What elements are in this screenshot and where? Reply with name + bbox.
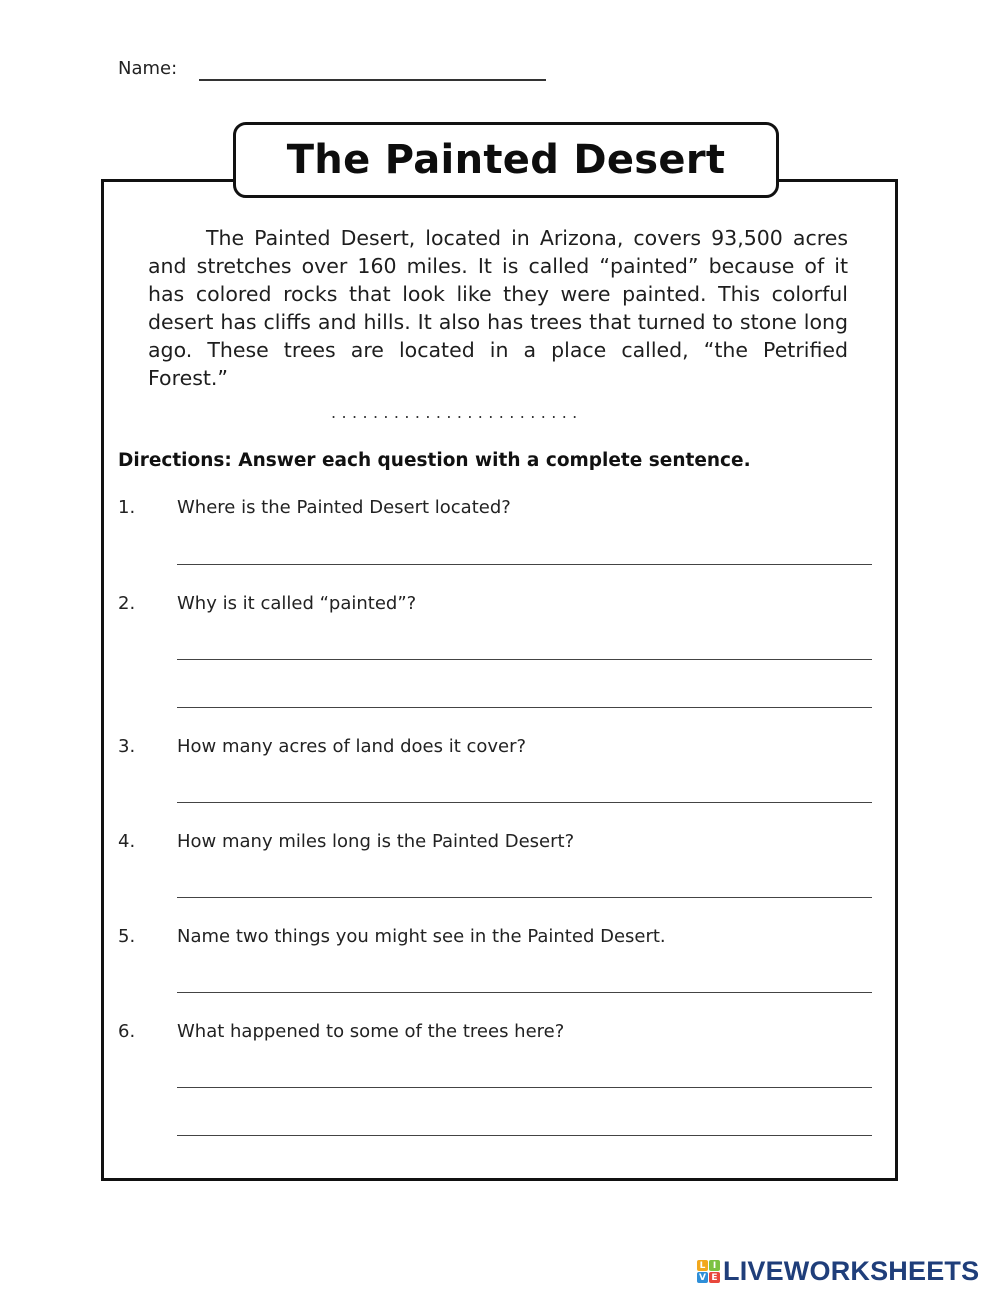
question-text: Name two things you might see in the Painted Desert. bbox=[177, 926, 666, 947]
name-input-line[interactable] bbox=[199, 79, 546, 81]
answer-line-1[interactable] bbox=[177, 564, 872, 565]
brand-name: LIVEWORKSHEETS bbox=[723, 1256, 980, 1286]
directions-text: Directions: Answer each question with a complete sentence. bbox=[118, 450, 751, 471]
name-label: Name: bbox=[118, 58, 178, 79]
question-number: 1. bbox=[118, 497, 136, 518]
question-number: 6. bbox=[118, 1021, 136, 1042]
question-text: Why is it called “painted”? bbox=[177, 593, 417, 614]
passage-text: The Painted Desert, located in Arizona, covers 93,500 acres and stretches over 160 miles. It is called “painted” because of it has colored rocks that look like they were painted. This colorful desert has cliffs and hills. It also has trees that turned to stone long ago. These trees are located in a place called, “the Petrified Forest.” bbox=[148, 226, 848, 390]
question-number: 3. bbox=[118, 736, 136, 757]
answer-line-6a[interactable] bbox=[177, 1087, 872, 1088]
question-number: 5. bbox=[118, 926, 136, 947]
answer-line-4[interactable] bbox=[177, 897, 872, 898]
page-title: The Painted Desert bbox=[286, 137, 726, 183]
question-text: How many acres of land does it cover? bbox=[177, 736, 527, 757]
answer-line-2a[interactable] bbox=[177, 659, 872, 660]
answer-line-3[interactable] bbox=[177, 802, 872, 803]
answer-line-2b[interactable] bbox=[177, 707, 872, 708]
title-banner bbox=[233, 122, 779, 198]
reading-passage bbox=[148, 224, 848, 392]
dotted-separator: ........................ bbox=[331, 403, 583, 422]
question-text: Where is the Painted Desert located? bbox=[177, 497, 511, 518]
question-number: 4. bbox=[118, 831, 136, 852]
question-text: What happened to some of the trees here? bbox=[177, 1021, 565, 1042]
liveworksheets-logo[interactable] bbox=[697, 1256, 979, 1287]
live-cubes-icon: L I V E bbox=[697, 1260, 720, 1283]
question-text: How many miles long is the Painted Desert? bbox=[177, 831, 575, 852]
question-number: 2. bbox=[118, 593, 136, 614]
answer-line-6b[interactable] bbox=[177, 1135, 872, 1136]
answer-line-5[interactable] bbox=[177, 992, 872, 993]
